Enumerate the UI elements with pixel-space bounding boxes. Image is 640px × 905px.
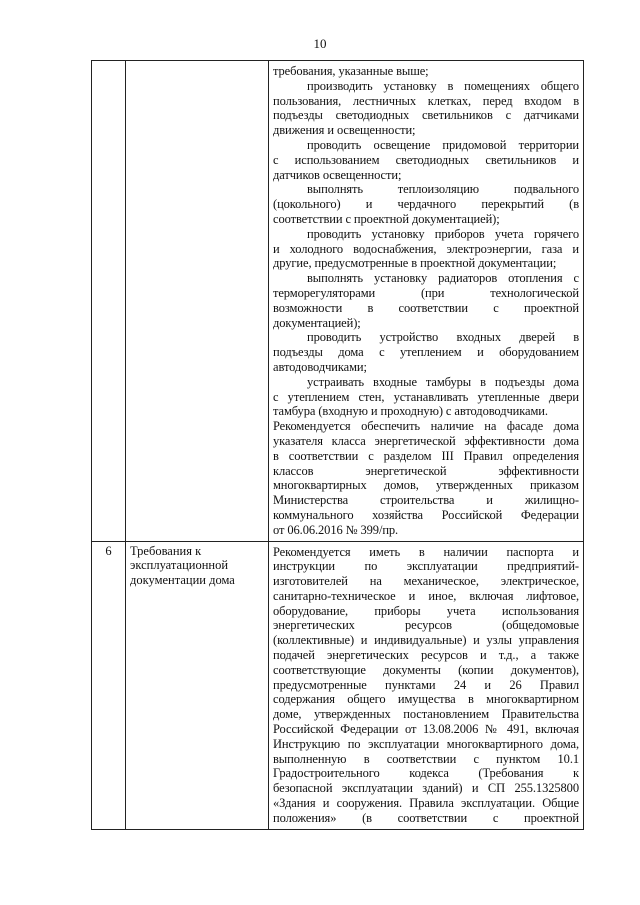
text-line: с утеплением стен, устанавливать утепленные двери xyxy=(273,389,579,404)
text-line: от 06.06.2016 № 399/пр. xyxy=(273,522,399,537)
text-line: безопасной эксплуатации зданий) и СП 255.1325800 xyxy=(273,781,579,796)
text-line: изготовителей на механическое, электрическое, xyxy=(273,574,579,589)
text-line: другие, предусмотренные в проектной документации; xyxy=(273,256,557,271)
text-line: соответствии с проектной документацией); xyxy=(273,211,500,226)
text-line: Рекомендуется обеспечить наличие на фасаде дома xyxy=(273,419,579,434)
text-line: инструкции по эксплуатации предприятий- xyxy=(273,559,579,574)
text-line: подъезды светодиодных светильников с датчиками xyxy=(273,108,579,123)
text-line: пользования, лестничных клетках, перед входом в xyxy=(273,93,579,108)
text-line: многоквартирных домов, утвержденных приказом xyxy=(273,478,579,493)
recommendation-cell xyxy=(269,541,584,829)
text-line: Министерства строительства и жилищно- xyxy=(273,493,579,508)
requirement-cell xyxy=(126,541,269,829)
recommendation-text xyxy=(269,542,583,829)
page-number: 10 xyxy=(313,36,327,51)
requirement-lines xyxy=(126,542,268,588)
row-number xyxy=(92,61,125,63)
text-line: Рекомендуется иметь в наличии паспорта и xyxy=(273,544,579,559)
text-line: производить установку в помещениях общего xyxy=(307,78,579,93)
text-line: содержания общего имущества в многоквартирном xyxy=(273,692,579,707)
text-line: оборудование, приборы учета использования xyxy=(273,603,579,618)
text-line: в соответствии с разделом III Правил определения xyxy=(273,448,579,463)
text-line: Инструкцию по эксплуатации многоквартирного дома, xyxy=(273,736,579,751)
text-line: указателя класса энергетической эффективности дома xyxy=(273,433,579,448)
text-line: энергетических ресурсов (общедомовые xyxy=(273,618,579,633)
text-line: (цокольного) и чердачного перекрытий (в xyxy=(273,197,579,212)
table-row xyxy=(92,541,584,829)
text-line: с использованием светодиодных светильников и xyxy=(273,152,579,167)
text-line: устраивать входные тамбуры в подъезды дома xyxy=(307,374,579,389)
requirement-line: документации дома xyxy=(130,573,235,588)
text-line: проводить освещение придомовой территории xyxy=(307,137,579,152)
text-line: Российской Федерации от 13.08.2006 № 491, включая xyxy=(273,722,579,737)
text-line: классов энергетической эффективности xyxy=(273,463,579,478)
requirements-table xyxy=(91,60,584,830)
text-line: коммунального хозяйства Российской Федерации xyxy=(273,507,579,522)
text-line: документацией); xyxy=(273,315,361,330)
text-line: и холодного водоснабжения, электроэнергии, газа и xyxy=(273,241,579,256)
row-number-cell xyxy=(92,61,126,542)
requirement-lines xyxy=(126,61,268,63)
text-line: движения и освещенности; xyxy=(273,123,416,138)
row-number-cell xyxy=(92,541,126,829)
text-line: санитарно-техническое и иное, включая лифтовое, xyxy=(273,588,579,603)
text-line: доме, утвержденных постановлением Правительства xyxy=(273,707,579,722)
text-line: выполнять теплоизоляцию подвального xyxy=(307,182,579,197)
text-line: выполненную в соответствии с пунктом 10.1 xyxy=(273,751,579,766)
text-line: проводить установку приборов учета горячего xyxy=(307,226,579,241)
requirement-line: эксплуатационной xyxy=(130,558,229,573)
text-line: (коллективные) и индивидуальные) и узлы управления xyxy=(273,633,579,648)
text-line: Градостроительного кодекса (Требования к xyxy=(273,766,579,781)
row-number: 6 xyxy=(105,543,112,558)
text-line: проводить устройство входных дверей в xyxy=(307,330,579,345)
recommendation-text xyxy=(269,61,583,541)
text-line: требования, указанные выше; xyxy=(273,64,429,78)
requirement-line: Требования к xyxy=(130,543,202,558)
requirement-cell xyxy=(126,61,269,542)
recommendation-cell xyxy=(269,61,584,542)
text-line: соответствующие документы (копии документов), xyxy=(273,662,579,677)
text-line: предусмотренные пунктами 24 и 26 Правил xyxy=(273,677,579,692)
text-line: положения» (в соответствии с проектной xyxy=(273,810,579,825)
text-line: тамбура (входную и проходную) с автодоводчиками. xyxy=(273,404,548,419)
text-line: подачей энергетических ресурсов и т.д., а также xyxy=(273,648,579,663)
table-row xyxy=(92,61,584,542)
text-line: автодоводчиками; xyxy=(273,359,367,374)
text-line: терморегуляторами (при технологической xyxy=(273,285,579,300)
text-line: подъезды дома с утеплением и оборудованием xyxy=(273,345,579,360)
text-line: возможности в соответствии с проектной xyxy=(273,300,579,315)
text-line: датчиков освещенности; xyxy=(273,167,402,182)
text-line: выполнять установку радиаторов отопления с xyxy=(307,271,579,286)
text-line: «Здания и сооружения. Правила эксплуатации. Общие xyxy=(273,796,579,811)
